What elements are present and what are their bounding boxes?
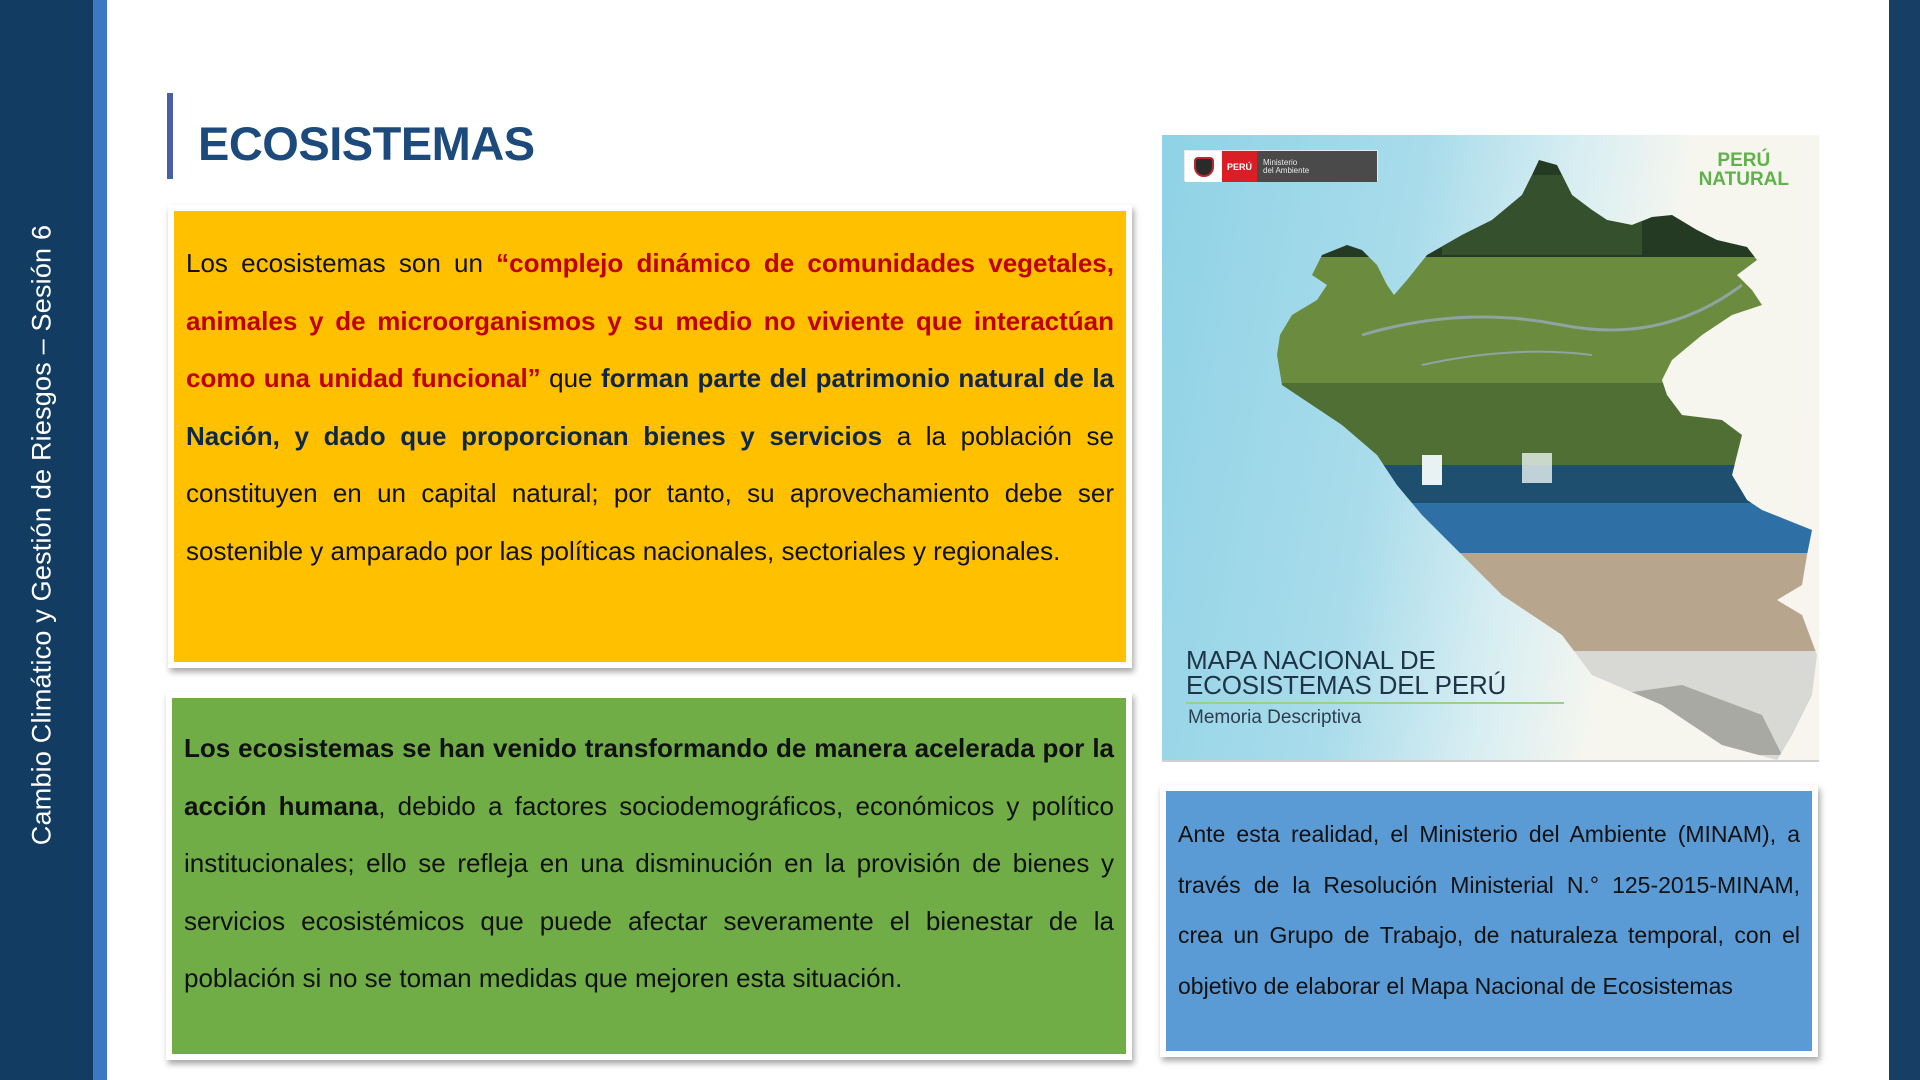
transformation-box	[166, 692, 1132, 1060]
cover-title-line1: MAPA NACIONAL DE	[1186, 645, 1436, 675]
cover-divider	[1186, 702, 1564, 704]
title-accent-bar	[167, 93, 173, 179]
minam-box-fill	[1166, 791, 1812, 1051]
definition-quote: “complejo dinámico de comunidades vegetales, animales y de microorganismos y su medio no viviente que interactúan como una unidad funcional”	[186, 248, 1114, 393]
minam-box	[1160, 785, 1818, 1057]
logo-country: PERÚ	[1222, 151, 1257, 182]
transformation-box-fill	[172, 698, 1126, 1054]
course-session-label: Cambio Climático y Gestión de Riesgos – Sesión 6	[26, 224, 57, 846]
definition-heritage-emphasis: forman parte del patrimonio natural de la Nación, y dado que proporcionan bienes y servicios	[186, 363, 1114, 451]
definition-box	[168, 205, 1132, 668]
definition-box-fill	[174, 211, 1126, 662]
definition-connector: que	[540, 363, 601, 393]
peru-natural-brand	[1699, 151, 1789, 189]
definition-text-intro: Los ecosistemas son un	[186, 248, 497, 278]
ministry-logo	[1184, 150, 1378, 181]
page-title: ECOSISTEMAS	[198, 117, 535, 170]
cover-subtitle: Memoria Descriptiva	[1188, 707, 1362, 728]
transformation-text	[184, 720, 1114, 1008]
definition-conclusion: a la población se constituyen en un capital natural; por tanto, su aprovechamiento debe ser sostenible y amparado por las políticas nacionales, sectoriales y regionales.	[186, 420, 1114, 566]
minam-text: Ante esta realidad, el Ministerio del Ambiente (MINAM), a través de la Resolución Ministerial N.° 125-2015-MINAM, crea un Grupo de Trabajo, de naturaleza temporal, con el objetivo de elaborar el Mapa Nacional de Ecosistemas	[1178, 821, 1800, 999]
right-edge-strip	[1889, 0, 1920, 1080]
ecosystem-map-cover-image	[1162, 135, 1819, 762]
logo-ministry-line2: del Ambiente	[1263, 166, 1310, 175]
brand-line1: PERÚ	[1717, 150, 1771, 171]
logo-ministry-name	[1257, 151, 1377, 182]
transformation-body: , debido a factores sociodemográficos, económicos y político institucionales; ello se refleja en una disminución en la provisión de bienes y servicios ecosistémicos que puede afectar severamente el bienestar de la población si no se toman medidas que mejoren esta situación.	[184, 790, 1114, 993]
cover-title-line2: ECOSISTEMAS DEL PERÚ	[1186, 670, 1507, 700]
coat-of-arms-icon	[1185, 151, 1222, 182]
cover-title	[1186, 645, 1507, 700]
sidebar-accent-stripe	[93, 0, 107, 1080]
logo-ministry-line1: Ministerio	[1263, 158, 1298, 167]
brand-line2: NATURAL	[1698, 169, 1789, 190]
definition-text	[186, 235, 1114, 580]
transformation-emphasis: Los ecosistemas se han venido transformando de manera acelerada por la acción humana	[184, 733, 1114, 821]
